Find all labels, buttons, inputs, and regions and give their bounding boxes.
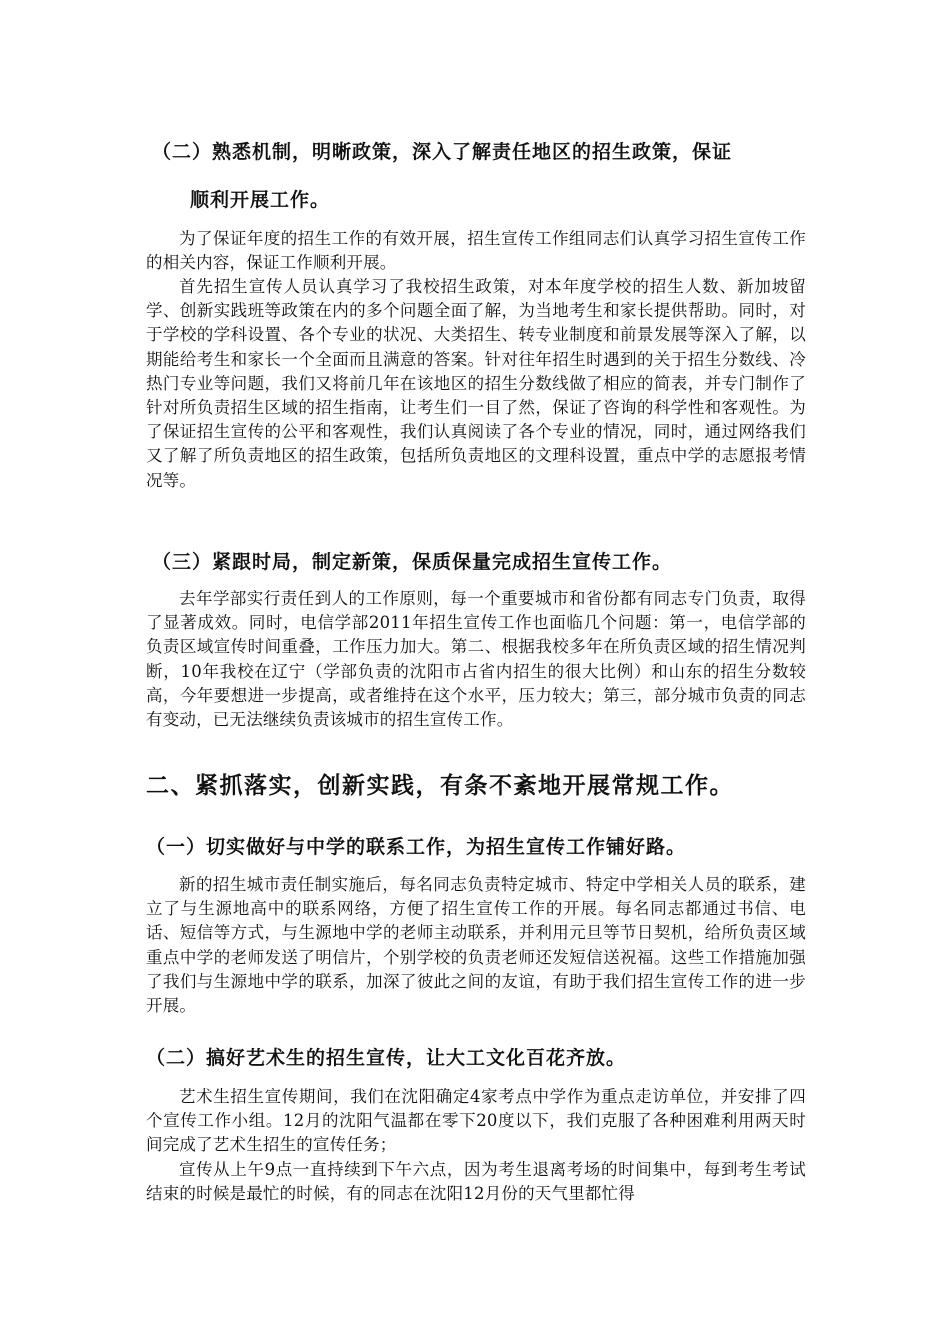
section-heading-art-students: （二）搞好艺术生的招生宣传，让大工文化百花齐放。: [146, 1047, 627, 1069]
paragraph-policy-intro: 为了保证年度的招生工作的有效开展，招生宣传工作组同志们认真学习招生宣传工作的相关内容，保证工作顺利开展。: [146, 229, 806, 273]
paragraph-new-strategy: 去年学部实行责任到人的工作原则，每一个重要城市和省份都有同志专门负责，取得了显著成效。同时，电信学部2011年招生宣传工作也面临几个问题：第一，电信学部的负责区域宣传时间重叠，工作压力加大。第二、根据我校多年在所负责区域的招生情况判断，10年我校在辽宁（学部负责的沈阳市占省内招生的很大比例）和山东的招生分数较高，今年要想进一步提高，或者维持在这个水平，压力较大；第三，部分城市负责的同志有变动，已无法继续负责该城市的招生宣传工作。: [146, 589, 806, 730]
section-heading-policy-line2: 顺利开展工作。: [190, 189, 331, 211]
chapter-heading-routine-work: 二、紧抓落实，创新实践，有条不紊地开展常规工作。: [146, 772, 734, 799]
paragraph-art-students-2: 宣传从上午9点一直持续到下午六点，因为考生退离考场的时间集中，每到考生考试结束的时候是最忙的时候，有的同志在沈阳12月份的天气里都忙得: [146, 1160, 806, 1204]
section-heading-policy-line1: （二）熟悉机制，明晰政策，深入了解责任地区的招生政策，保证: [152, 141, 733, 163]
paragraph-school-contact: 新的招生城市责任制实施后，每名同志负责特定城市、特定中学相关人员的联系，建立了与生源地高中的联系网络，方便了招生宣传工作的开展。每名同志都通过书信、电话、短信等方式，与生源地中学的老师主动联系，并利用元旦等节日契机，给所负责区域重点中学的老师发送了明信片，个别学校的负责老师还发短信送祝福。这些工作措施加强了我们与生源地中学的联系，加深了彼此之间的友谊，有助于我们招生宣传工作的进一步开展。: [146, 875, 806, 1016]
section-heading-new-strategy: （三）紧跟时局，制定新策，保质保量完成招生宣传工作。: [152, 551, 673, 573]
section-heading-school-contact: （一）切实做好与中学的联系工作，为招生宣传工作铺好路。: [146, 836, 687, 858]
paragraph-policy-detail: 首先招生宣传人员认真学习了我校招生政策，对本年度学校的招生人数、新加坡留学、创新实践班等政策在内的多个问题全面了解，为当地考生和家长提供帮助。同时，对于学校的学科设置、各个专业的状况、大类招生、转专业制度和前景发展等深入了解，以期能给考生和家长一个全面而且满意的答案。针对往年招生时遇到的关于招生分数线、冷热门专业等问题，我们又将前几年在该地区的招生分数线做了相应的简表，并专门制作了针对所负责招生区域的招生指南，让考生们一目了然，保证了咨询的科学性和客观性。为了保证招生宣传的公平和客观性，我们认真阅读了各个专业的情况，同时，通过网络我们又了解了所负责地区的招生政策，包括所负责地区的文理科设置，重点中学的志愿报考情况等。: [146, 277, 806, 490]
paragraph-art-students-1: 艺术生招生宣传期间，我们在沈阳确定4家考点中学作为重点走访单位，并安排了四个宣传工作小组。12月的沈阳气温都在零下20度以下，我们克服了各种困难利用两天时间完成了艺术生招生的宣传任务；: [146, 1087, 806, 1155]
